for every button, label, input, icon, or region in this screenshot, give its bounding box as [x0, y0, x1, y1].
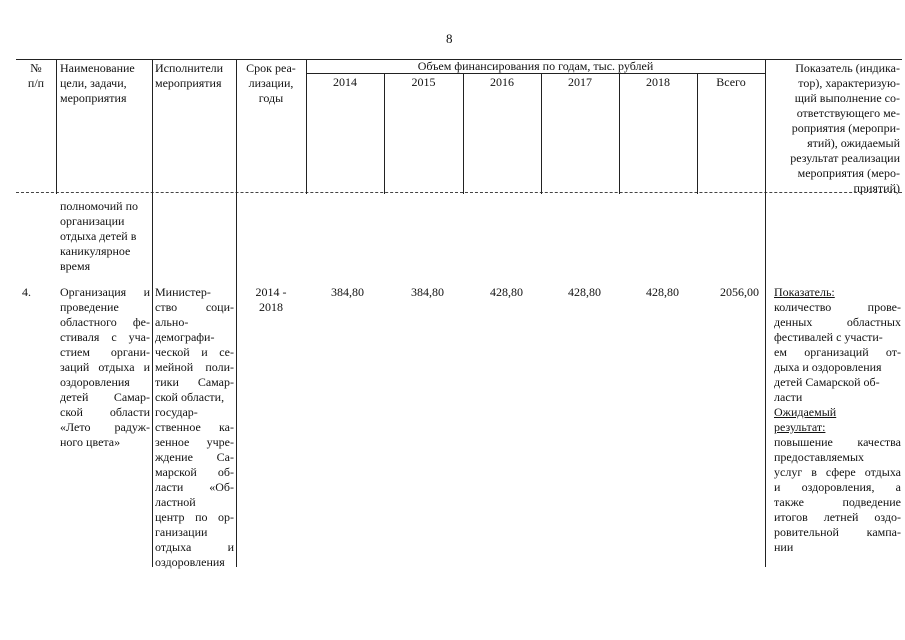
row-indicator: Показатель: количество прове- денных областных фестивалей с участи- ем организаций от- дыха и оздоровления детей Самарской об- ласти Ожидаемый результат: повышение качества предоставляемых услуг в сфере отдыха и оздоровления, а также подведение итогов летней оздо- ровительной кампа- нии — [774, 285, 901, 554]
header-year-2017: 2017 — [568, 75, 592, 89]
header-year-2014: 2014 — [333, 75, 357, 89]
header-year-2016: 2016 — [490, 75, 514, 89]
col-line-9 — [697, 73, 698, 194]
row-number: 4. — [22, 285, 31, 299]
row-executor: Министер- ство соци- ально- демографи- ческой и се- мейной поли- тики Самар- ской области, государ- ственное ка- зенное учре- ждение Са- марской об- ласти «Об- ластной центр по ор- ганизации отдыха и оздоровления — [155, 285, 234, 569]
row-value-2014: 384,80 — [331, 285, 364, 299]
header-year-2018: 2018 — [646, 75, 670, 89]
continuation-text: полномочий по организации отдыха детей в каникулярное время — [60, 199, 139, 273]
row-value-2018: 428,80 — [646, 285, 679, 299]
header-indicator: Показатель (индика- тор), характеризую- щий выполнение со- ответствующего ме- роприятия (меропри- ятий), ожидаемый результат реализации мероприятия (меро- приятий) — [790, 61, 900, 195]
indicator-label: Показатель: — [774, 285, 835, 299]
col-line-1 — [56, 59, 57, 194]
col-line-7 — [541, 73, 542, 194]
col-line-10 — [765, 59, 766, 567]
row-name: Организация и проведение областного фе- стиваля с уча- стием органи- заций отдыха и оздоровления детей Самар- ской области «Лето радуж- ного цвета» — [60, 285, 150, 449]
result-label: Ожидаемый — [774, 405, 837, 419]
row-value-2017: 428,80 — [568, 285, 601, 299]
row-value-total: 2056,00 — [720, 285, 759, 299]
header-term: Срок реа- лизации, годы — [246, 61, 296, 105]
header-year-2015: 2015 — [411, 75, 436, 89]
col-line-5 — [384, 73, 385, 194]
row-value-2015: 384,80 — [411, 285, 444, 299]
row-value-2016: 428,80 — [490, 285, 523, 299]
col-line-6 — [463, 73, 464, 194]
col-line-8 — [619, 73, 620, 194]
header-executors: Исполнители мероприятия — [155, 61, 224, 90]
header-number: № п/п — [27, 61, 45, 90]
row-term: 2014 - 2018 — [255, 285, 287, 314]
header-name: Наименование цели, задачи, мероприятия — [60, 61, 135, 105]
col-line-2 — [152, 59, 153, 567]
header-funding: Объем финансирования по годам, тыс. рублей — [417, 59, 654, 73]
page-number: 8 — [446, 31, 453, 46]
header-total: Всего — [716, 75, 746, 89]
